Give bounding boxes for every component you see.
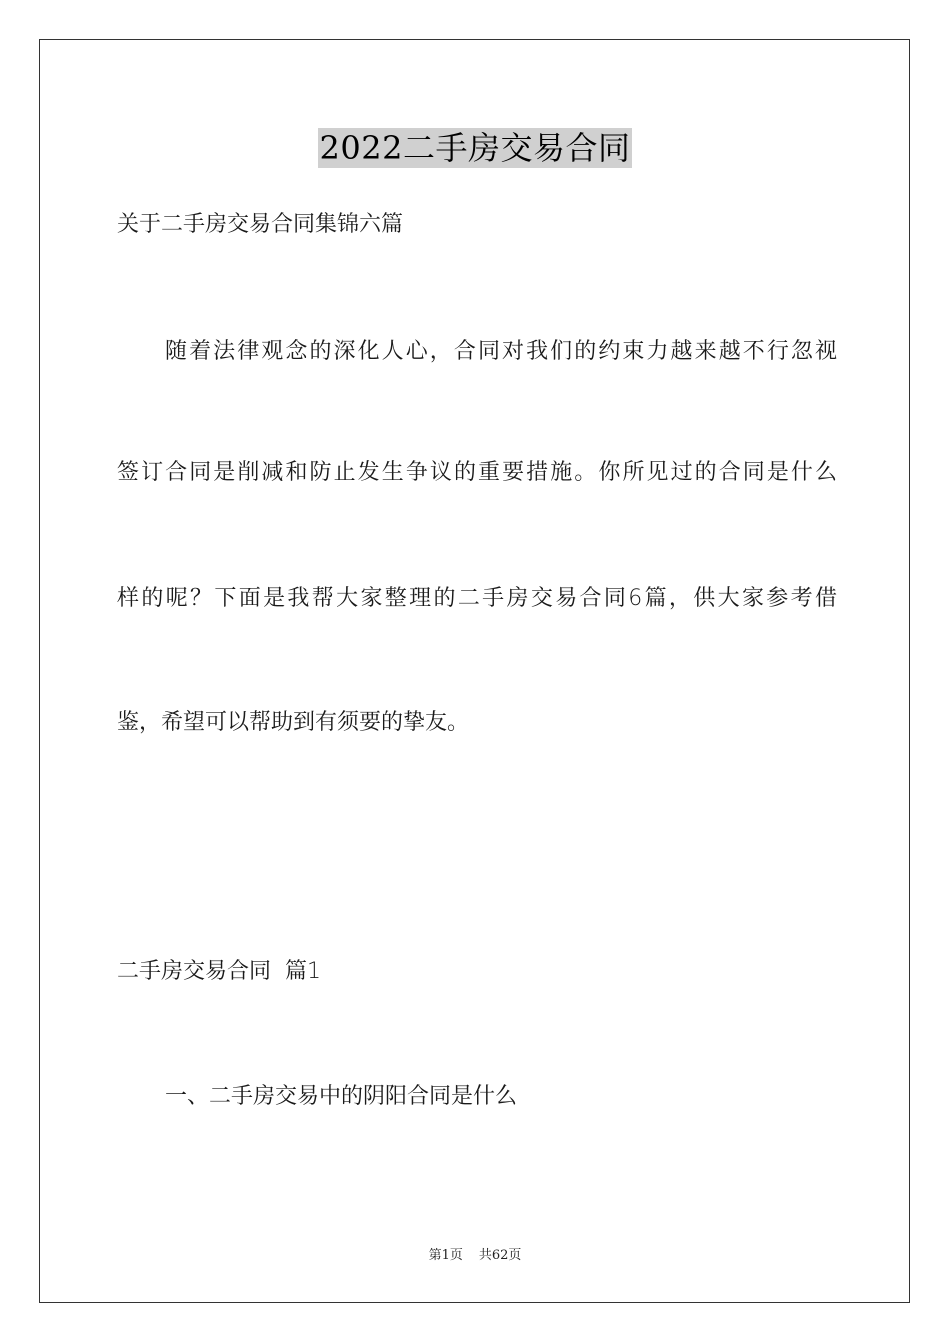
page-number-total: 共62页 <box>478 1248 522 1263</box>
section-item: 一、二手房交易中的阴阳合同是什么 <box>165 1084 518 1109</box>
document-subtitle: 关于二手房交易合同集锦六篇 <box>117 212 404 237</box>
section-heading: 二手房交易合同 篇1 <box>117 959 321 984</box>
intro-line-2: 签订合同是削减和防止发生争议的重要措施。你所见过的合同是什么 <box>117 460 837 485</box>
intro-line-4: 鉴，希望可以帮助到有须要的挚友。 <box>117 710 470 735</box>
intro-line-1: 随着法律观念的深化人心，合同对我们的约束力越来越不行忽视 <box>165 339 837 364</box>
document-title: 2022二手房交易合同 <box>319 129 631 167</box>
intro-line-3: 样的呢？下面是我帮大家整理的二手房交易合同6篇，供大家参考借 <box>117 586 837 611</box>
page-footer <box>0 1247 950 1265</box>
page-number-current: 第1页 <box>428 1248 463 1263</box>
title-container <box>0 128 950 168</box>
